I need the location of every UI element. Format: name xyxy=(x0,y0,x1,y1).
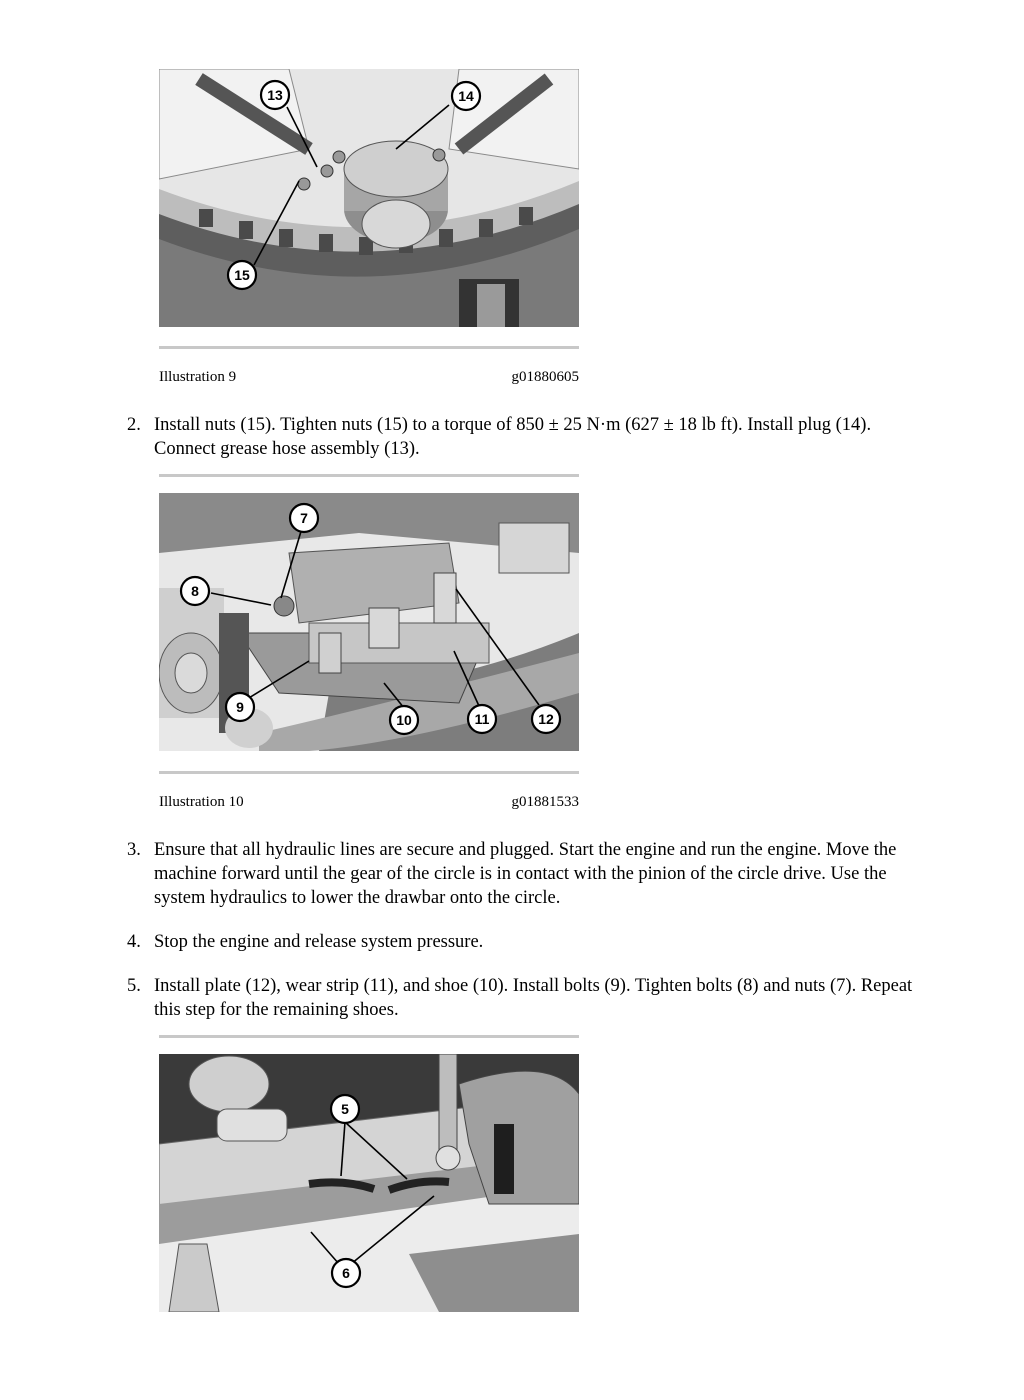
caption-divider xyxy=(159,346,579,349)
illustration-11-image xyxy=(159,1054,579,1312)
step-3 xyxy=(127,838,917,910)
step-number: 2. xyxy=(127,415,141,435)
callout-15 xyxy=(228,261,256,289)
step-5 xyxy=(127,974,917,1022)
callout-5 xyxy=(331,1095,359,1123)
illustration-10-image xyxy=(159,493,579,751)
svg-text:9: 9 xyxy=(236,699,244,715)
callout-13 xyxy=(261,81,289,109)
step-number: 5. xyxy=(127,976,141,996)
svg-text:14: 14 xyxy=(458,88,474,104)
callout-10 xyxy=(390,706,418,734)
callout-9 xyxy=(226,693,254,721)
step-text: Install nuts (15). Tighten nuts (15) to a torque of 850 ± 25 N·m (627 ± 18 lb ft). Install plug (14). Connect grease hose assembly (13). xyxy=(154,415,872,459)
illustration-10-caption xyxy=(159,794,579,811)
svg-text:13: 13 xyxy=(267,87,283,103)
svg-text:12: 12 xyxy=(538,711,554,727)
caption-code: g01880605 xyxy=(511,369,579,385)
svg-text:11: 11 xyxy=(474,711,490,727)
caption-label: Illustration 9 xyxy=(159,369,237,385)
illustration-9-image xyxy=(159,69,579,327)
step-text: Install plate (12), wear strip (11), and shoe (10). Install bolts (9). Tighten bolts (8) and nuts (7). Repeat this step for the remaining shoes. xyxy=(154,976,913,1020)
step-text: Ensure that all hydraulic lines are secure and plugged. Start the engine and run the engine. Move the machine forward until the gear of the circle is in contact with the pinion of the circle drive. Use the system hydraulics to lower the drawbar onto the circle. xyxy=(154,840,897,908)
callout-14 xyxy=(452,82,480,110)
callout-8 xyxy=(181,577,209,605)
illustration-9-caption xyxy=(159,369,579,386)
svg-text:6: 6 xyxy=(342,1265,350,1281)
step-2 xyxy=(127,413,917,461)
caption-label: Illustration 10 xyxy=(159,794,244,810)
svg-text:5: 5 xyxy=(341,1101,349,1117)
svg-text:10: 10 xyxy=(396,712,412,728)
step-4 xyxy=(127,930,917,954)
step-number: 4. xyxy=(127,932,141,952)
figure-divider xyxy=(159,474,579,477)
step-number: 3. xyxy=(127,840,141,860)
callout-12 xyxy=(532,705,560,733)
svg-text:7: 7 xyxy=(300,510,308,526)
callout-6 xyxy=(332,1259,360,1287)
caption-code: g01881533 xyxy=(511,794,579,810)
svg-text:15: 15 xyxy=(234,267,250,283)
caption-divider xyxy=(159,771,579,774)
callout-7 xyxy=(290,504,318,532)
callout-11 xyxy=(468,705,496,733)
svg-text:8: 8 xyxy=(191,583,199,599)
step-text: Stop the engine and release system pressure. xyxy=(154,932,484,952)
figure-divider xyxy=(159,1035,579,1038)
